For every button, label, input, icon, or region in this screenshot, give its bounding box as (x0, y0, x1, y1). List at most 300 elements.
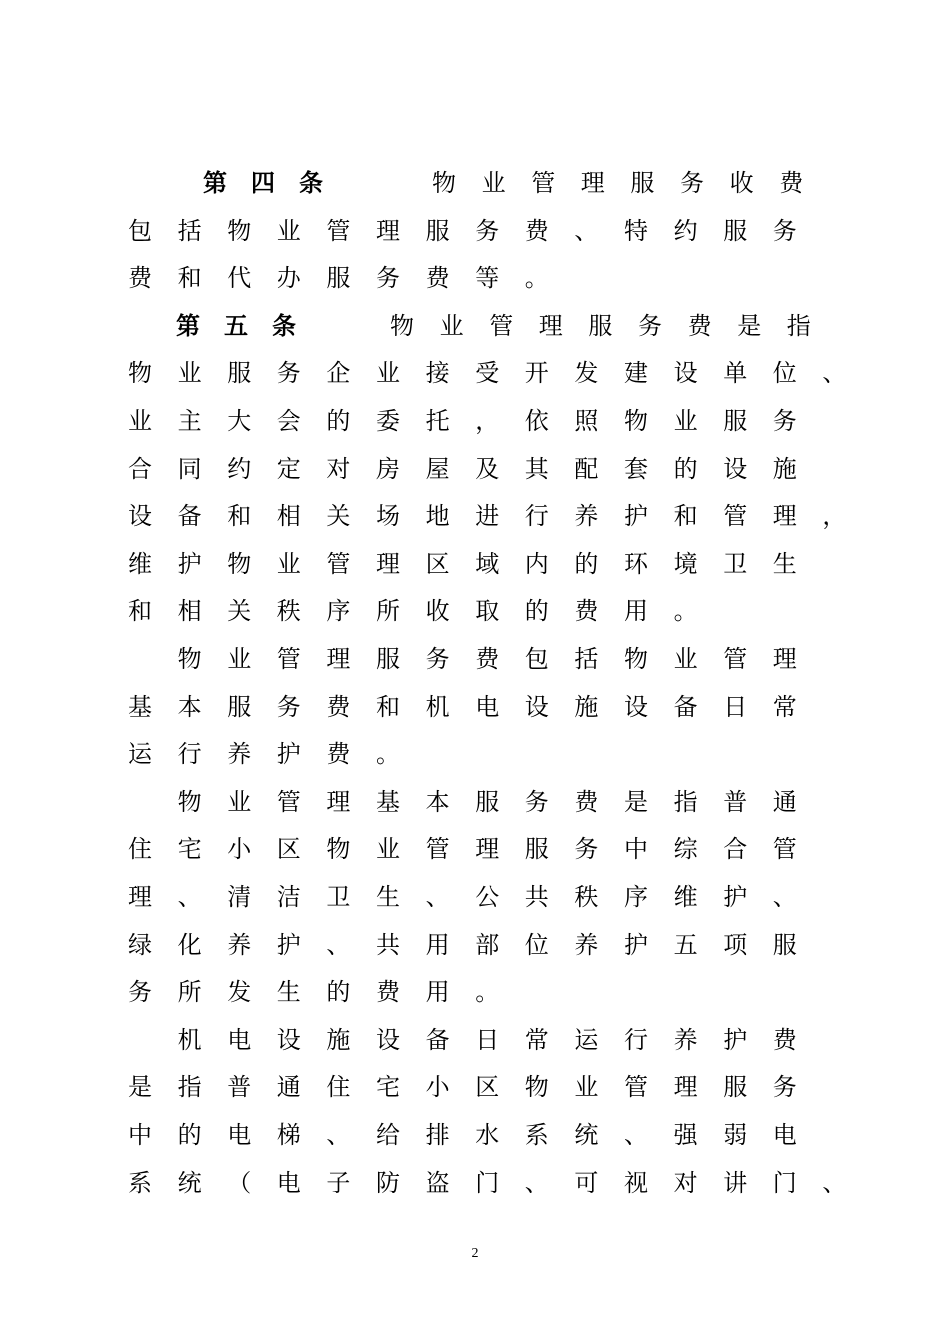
text-char: 强 (673, 1121, 698, 1149)
text-char: 统 (177, 1168, 202, 1197)
text-char: 住 (128, 835, 152, 864)
text-char: 代 (227, 264, 252, 293)
text-char: 管 (326, 216, 351, 245)
text-char: 宅 (376, 1073, 400, 1102)
text-line (0, 644, 950, 692)
text-char: 费 (574, 787, 599, 816)
text-char: 委 (376, 407, 400, 435)
text-line (0, 739, 950, 787)
text-char: 的 (673, 454, 698, 483)
text-char: 护 (723, 883, 748, 911)
text-char: 理 (772, 645, 797, 673)
text-char: 费 (687, 311, 712, 340)
text-char: 区 (475, 1073, 500, 1102)
text-char: 电 (276, 1168, 301, 1197)
text-char: 管 (723, 645, 748, 673)
text-char: 物 (624, 407, 648, 435)
text-char: 条 (272, 311, 296, 340)
text-char: 务 (475, 216, 500, 245)
text-char: 费 (326, 740, 351, 769)
text-char: 费 (779, 169, 804, 197)
text-char: 是 (128, 1073, 152, 1102)
text-char: 养 (574, 502, 599, 531)
text-char: 地 (425, 502, 450, 531)
text-char: 服 (723, 216, 748, 245)
text-char: 套 (624, 454, 648, 483)
text-char: 序 (326, 597, 351, 626)
text-char: 生 (376, 883, 400, 911)
text-char: 对 (673, 1168, 698, 1197)
text-char: 日 (475, 1025, 500, 1054)
text-char: 房 (376, 454, 400, 483)
text-char: 托 (425, 407, 450, 435)
text-char: 主 (177, 407, 202, 435)
text-char: 和 (128, 597, 152, 626)
text-char: 会 (276, 407, 301, 435)
text-char: 、 (177, 883, 202, 911)
text-char: 包 (128, 216, 152, 245)
text-char: 。 (475, 978, 500, 1007)
text-char: 位 (524, 930, 549, 959)
text-char: 电 (772, 1121, 797, 1149)
text-char: 用 (425, 978, 450, 1007)
text-char: 服 (772, 930, 797, 959)
text-line (0, 1120, 950, 1168)
text-char: 括 (177, 216, 202, 245)
text-char: 服 (630, 169, 655, 197)
text-char: 管 (531, 169, 556, 197)
text-char: 关 (227, 597, 252, 626)
text-char: 物 (390, 311, 414, 340)
text-char: 用 (624, 597, 648, 626)
text-char: 统 (574, 1121, 599, 1149)
text-char: 境 (673, 549, 698, 578)
text-char: 理 (580, 169, 605, 197)
text-char: 内 (524, 549, 549, 578)
text-line (0, 1168, 950, 1216)
text-char: 视 (624, 1168, 648, 1197)
text-char: 可 (574, 1168, 599, 1197)
text-char: 运 (574, 1025, 599, 1054)
text-char: 费 (128, 264, 152, 293)
text-line (0, 882, 950, 930)
text-char: 及 (475, 454, 500, 483)
text-char: 服 (326, 264, 351, 293)
text-char: 共 (524, 883, 549, 911)
text-char: 基 (128, 692, 152, 721)
text-char: 费 (326, 692, 351, 721)
text-char: 发 (574, 359, 599, 388)
text-char: 屋 (425, 454, 450, 483)
text-char: 通 (276, 1073, 301, 1102)
text-char: 五 (673, 930, 698, 959)
text-char: 服 (524, 835, 549, 864)
text-char: 费 (524, 216, 549, 245)
text-char: 同 (177, 454, 202, 483)
text-char: 理 (376, 549, 400, 578)
text-char: 梯 (276, 1121, 301, 1149)
text-char: 管 (772, 835, 797, 864)
text-char: 业 (673, 407, 698, 435)
text-char: 理 (128, 883, 152, 911)
text-char: 收 (729, 169, 754, 197)
text-char: 设 (276, 1025, 301, 1054)
text-char: 大 (227, 407, 252, 435)
text-char: 的 (524, 597, 549, 626)
text-char: 行 (524, 502, 549, 531)
text-char: 建 (624, 359, 648, 388)
text-char: 务 (772, 1073, 797, 1102)
text-char: 设 (376, 1025, 400, 1054)
text-char: 弱 (723, 1121, 748, 1149)
text-line (0, 168, 950, 216)
text-char: 括 (574, 645, 599, 673)
text-char: 物 (177, 787, 202, 816)
page-number: 2 (471, 1246, 479, 1261)
text-char: 管 (723, 502, 748, 531)
text-char: 公 (475, 883, 500, 911)
text-char: 的 (574, 549, 599, 578)
text-char: 务 (574, 835, 599, 864)
text-char: 发 (227, 978, 252, 1007)
text-line (0, 454, 950, 502)
text-line (0, 977, 950, 1025)
text-char: 日 (723, 692, 748, 721)
text-char: 。 (376, 740, 400, 769)
text-char: 维 (128, 549, 152, 578)
text-char: 的 (177, 1121, 202, 1149)
text-char: 业 (276, 549, 301, 578)
text-char: 序 (624, 883, 648, 911)
text-char: 接 (425, 359, 450, 388)
text-char: 、 (624, 1121, 648, 1149)
text-line (0, 834, 950, 882)
text-line (0, 311, 950, 359)
text-char: 关 (326, 502, 351, 531)
text-char: 第 (203, 169, 227, 197)
text-char: 物 (432, 169, 456, 197)
text-char: 普 (227, 1073, 252, 1102)
text-char: 中 (624, 835, 648, 864)
text-char: 机 (177, 1025, 202, 1054)
text-char: 位 (772, 359, 797, 388)
text-char: 住 (326, 1073, 351, 1102)
text-char: 养 (673, 1025, 698, 1054)
text-line (0, 358, 950, 406)
text-line (0, 1072, 950, 1120)
text-char: 系 (524, 1121, 549, 1149)
text-char: 子 (326, 1168, 351, 1197)
text-char: 受 (475, 359, 500, 388)
text-char: 合 (128, 454, 152, 483)
text-char: 进 (475, 502, 500, 531)
text-char: 和 (177, 264, 202, 293)
text-char: 照 (574, 407, 599, 435)
text-line (0, 549, 950, 597)
text-char: 场 (376, 502, 400, 531)
text-line (0, 596, 950, 644)
text-char: 理 (376, 216, 400, 245)
text-char: 区 (276, 835, 301, 864)
text-char: 务 (276, 359, 301, 388)
text-char: 。 (524, 264, 549, 293)
text-char: 、 (425, 883, 450, 911)
text-char: 业 (481, 169, 506, 197)
text-char: 特 (624, 216, 648, 245)
text-char: 本 (425, 787, 450, 816)
text-char: 务 (772, 407, 797, 435)
text-char: 务 (680, 169, 704, 197)
text-char: 管 (276, 645, 301, 673)
text-char: 是 (624, 787, 648, 816)
text-char: 通 (772, 787, 797, 816)
text-char: 服 (227, 359, 252, 388)
text-char: 收 (425, 597, 450, 626)
text-char: 、 (822, 359, 847, 388)
text-char: 取 (475, 597, 500, 626)
text-char: 四 (251, 169, 275, 197)
text-char: 业 (227, 645, 252, 673)
text-char: 务 (638, 311, 662, 340)
text-char: 业 (276, 216, 301, 245)
text-char: 指 (786, 311, 811, 340)
text-char: 业 (574, 1073, 599, 1102)
text-char: 办 (276, 264, 301, 293)
text-char: 排 (425, 1121, 450, 1149)
text-char: 服 (723, 407, 748, 435)
text-line (0, 930, 950, 978)
text-char: 业 (439, 311, 464, 340)
text-char: 和 (673, 502, 698, 531)
text-char: 绿 (128, 930, 152, 959)
text-char: 盗 (425, 1168, 450, 1197)
text-char: 设 (673, 359, 698, 388)
text-char: 生 (772, 549, 797, 578)
text-char: 的 (326, 978, 351, 1007)
text-char: 系 (128, 1168, 152, 1197)
text-char: 门 (772, 1168, 797, 1197)
text-char: 电 (227, 1121, 252, 1149)
text-char: 门 (475, 1168, 500, 1197)
text-char: 服 (425, 216, 450, 245)
text-char: 开 (524, 359, 549, 388)
text-char: 行 (177, 740, 202, 769)
text-char: 施 (574, 692, 599, 721)
text-char: 备 (673, 692, 698, 721)
text-char: 业 (376, 835, 400, 864)
text-char: 相 (177, 597, 202, 626)
text-char: 服 (475, 787, 500, 816)
text-char: 普 (723, 787, 748, 816)
text-char: 护 (276, 930, 301, 959)
text-char: 务 (128, 978, 152, 1007)
text-char: 和 (376, 692, 400, 721)
text-char: 电 (475, 692, 500, 721)
text-char: 生 (276, 978, 301, 1007)
text-char: 。 (673, 597, 698, 626)
text-char: 费 (574, 597, 599, 626)
text-char: 费 (425, 264, 450, 293)
text-char: 条 (299, 169, 323, 197)
text-line (0, 1025, 950, 1073)
text-char: 管 (425, 835, 450, 864)
text-char: 洁 (276, 883, 301, 911)
text-char: 物 (524, 1073, 549, 1102)
text-char: 秩 (574, 883, 599, 911)
text-char: 业 (673, 645, 698, 673)
text-char: 务 (276, 692, 301, 721)
text-char: 卫 (723, 549, 748, 578)
text-char: 费 (772, 1025, 797, 1054)
text-char: 业 (376, 359, 400, 388)
text-char: 五 (224, 311, 248, 340)
text-char: 设 (128, 502, 152, 531)
text-char: 、 (326, 930, 351, 959)
text-char: 设 (524, 692, 549, 721)
text-char: （ (227, 1168, 252, 1197)
text-char: 理 (673, 1073, 698, 1102)
text-char: 区 (425, 549, 450, 578)
text-line (0, 787, 950, 835)
text-char: 护 (276, 740, 301, 769)
text-char: 业 (227, 787, 252, 816)
text-char: 中 (128, 1121, 152, 1149)
text-char: 务 (772, 216, 797, 245)
text-char: 小 (227, 835, 252, 864)
text-char: 理 (326, 787, 351, 816)
text-char: 服 (376, 645, 400, 673)
text-char: 域 (475, 549, 500, 578)
text-char: 务 (376, 264, 400, 293)
text-line (0, 501, 950, 549)
text-char: 是 (737, 311, 762, 340)
text-char: 物 (624, 645, 648, 673)
text-char: 指 (673, 787, 698, 816)
text-char: 部 (475, 930, 500, 959)
text-char: 养 (227, 930, 252, 959)
text-char: 本 (177, 692, 202, 721)
text-char: 对 (326, 454, 351, 483)
text-char: 服 (588, 311, 613, 340)
text-char: 行 (624, 1025, 648, 1054)
text-char: 物 (128, 359, 152, 388)
text-char: 常 (772, 692, 797, 721)
text-char: 服 (227, 692, 252, 721)
text-char: 备 (177, 502, 202, 531)
text-line (0, 406, 950, 454)
text-char: ， (475, 407, 500, 435)
text-char: 备 (425, 1025, 450, 1054)
text-char: 清 (227, 883, 252, 911)
text-char: 、 (574, 216, 599, 245)
text-char: 其 (524, 454, 549, 483)
text-char: 理 (475, 835, 500, 864)
text-char: 、 (524, 1168, 549, 1197)
text-char: 合 (723, 835, 748, 864)
text-char: 理 (326, 645, 351, 673)
text-char: 管 (326, 549, 351, 578)
text-char: 小 (425, 1073, 450, 1102)
text-char: 、 (772, 883, 797, 911)
text-char: 护 (723, 1025, 748, 1054)
text-char: 常 (524, 1025, 549, 1054)
text-char: 单 (723, 359, 748, 388)
text-char: 依 (524, 407, 549, 435)
text-char: 、 (822, 1168, 847, 1197)
text-char: 养 (227, 740, 252, 769)
text-char: 企 (326, 359, 351, 388)
text-char: 养 (574, 930, 599, 959)
text-char: 环 (624, 549, 648, 578)
text-line (0, 263, 950, 311)
text-char: 务 (425, 645, 450, 673)
text-char: 的 (326, 407, 351, 435)
text-char: 共 (376, 930, 400, 959)
text-line (0, 692, 950, 740)
text-char: 宅 (177, 835, 202, 864)
text-char: 基 (376, 787, 400, 816)
text-char: 、 (326, 1121, 351, 1149)
text-char: 管 (489, 311, 514, 340)
text-char: 服 (723, 1073, 748, 1102)
text-char: 护 (177, 549, 202, 578)
text-char: 物 (177, 645, 202, 673)
text-char: 业 (177, 359, 202, 388)
text-char: 机 (425, 692, 450, 721)
text-char: 设 (723, 454, 748, 483)
text-char: 物 (227, 549, 252, 578)
text-char: 施 (326, 1025, 351, 1054)
text-char: 管 (624, 1073, 648, 1102)
text-char: 防 (376, 1168, 400, 1197)
text-char: ， (822, 502, 847, 531)
text-char: 约 (227, 454, 252, 483)
text-char: 费 (475, 645, 500, 673)
text-char: 卫 (326, 883, 351, 911)
text-char: 务 (524, 787, 549, 816)
text-char: 水 (475, 1121, 500, 1149)
text-char: 管 (276, 787, 301, 816)
text-char: 等 (475, 264, 500, 293)
text-char: 包 (524, 645, 549, 673)
text-char: 物 (326, 835, 351, 864)
text-char: 和 (227, 502, 252, 531)
text-char: 物 (227, 216, 252, 245)
text-char: 施 (772, 454, 797, 483)
text-char: 护 (624, 502, 648, 531)
text-char: 维 (673, 883, 698, 911)
text-line (0, 216, 950, 264)
text-char: 综 (673, 835, 698, 864)
text-char: 秩 (276, 597, 301, 626)
text-char: 理 (772, 502, 797, 531)
text-char: 第 (176, 311, 200, 340)
text-char: 化 (177, 930, 202, 959)
text-char: 设 (624, 692, 648, 721)
text-char: 理 (538, 311, 563, 340)
text-char: 给 (376, 1121, 400, 1149)
text-char: 所 (376, 597, 400, 626)
text-char: 讲 (723, 1168, 748, 1197)
text-char: 相 (276, 502, 301, 531)
text-char: 运 (128, 740, 152, 769)
text-char: 护 (624, 930, 648, 959)
text-char: 项 (723, 930, 748, 959)
text-char: 定 (276, 454, 301, 483)
text-char: 费 (376, 978, 400, 1007)
text-char: 所 (177, 978, 202, 1007)
text-char: 配 (574, 454, 599, 483)
